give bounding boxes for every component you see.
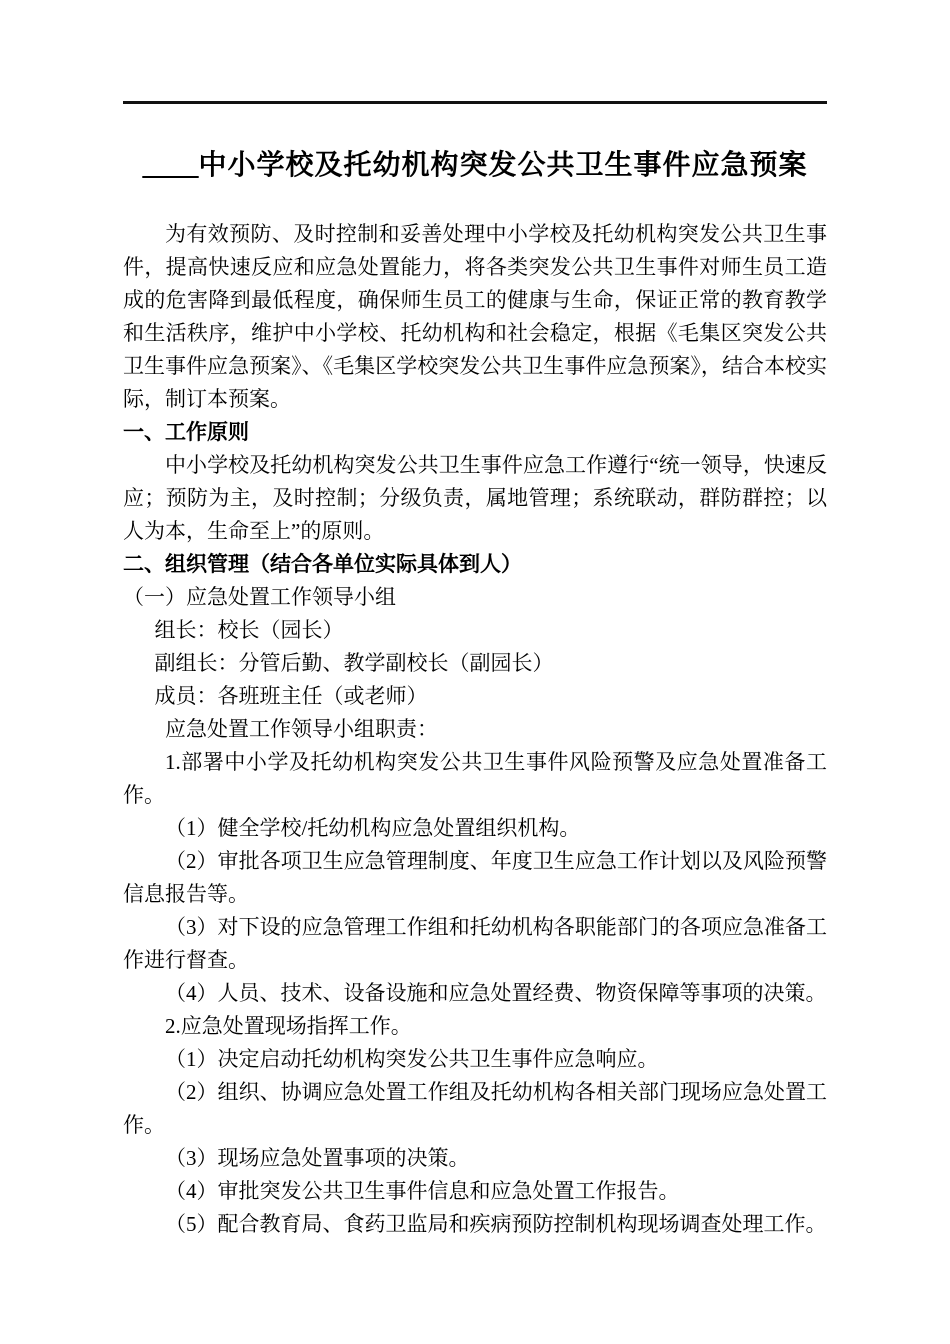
header-rule [123, 101, 827, 104]
paragraph-12: （2）审批各项卫生应急管理制度、年度卫生应急工作计划以及风险预警信息报告等。 [123, 849, 827, 906]
title-blank: ____ [142, 150, 199, 181]
document-body [123, 218, 827, 1241]
paragraph-2: 一、工作原则 [123, 420, 249, 444]
paragraph-1: 为有效预防、及时控制和妥善处理中小学校及托幼机构突发公共卫生事件，提高快速反应和应急处置能力，将各类突发公共卫生事件对师生员工造成的危害降到最低程度，确保师生员工的健康与生命，保证正常的教育教学和生活秩序，维护中小学校、托幼机构和社会稳定，根据《毛集区突发公共卫生事件应急预案》、《毛集区学校突发公共卫生事件应急预案》，结合本校实际，制订本预案。 [123, 222, 827, 411]
document-title [123, 146, 827, 186]
paragraph-4: 二、组织管理（结合各单位实际具体到人） [123, 552, 522, 576]
paragraph-3: 中小学校及托幼机构突发公共卫生事件应急工作遵行“统一领导，快速反应；预防为主，及时控制；分级负责，属地管理；系统联动，群防群控；以人为本，生命至上”的原则。 [123, 453, 827, 543]
paragraph-7: 副组长：分管后勤、教学副校长（副园长） [154, 651, 554, 675]
paragraph-13: （3）对下设的应急管理工作组和托幼机构各职能部门的各项应急准备工作进行督查。 [123, 915, 827, 972]
paragraph-14: （4）人员、技术、设备设施和应急处置经费、物资保障等事项的决策。 [165, 981, 827, 1005]
paragraph-20: （5）配合教育局、食药卫监局和疾病预防控制机构现场调查处理工作。 [165, 1212, 827, 1236]
paragraph-6: 组长：校长（园长） [154, 618, 344, 642]
paragraph-11: （1）健全学校/托幼机构应急处置组织机构。 [165, 816, 581, 840]
paragraph-16: （1）决定启动托幼机构突发公共卫生事件应急响应。 [165, 1047, 659, 1071]
paragraph-9: 应急处置工作领导小组职责： [165, 717, 438, 741]
paragraph-15: 2.应急处置现场指挥工作。 [165, 1014, 412, 1038]
title-text: 中小学校及托幼机构突发公共卫生事件应急预案 [198, 150, 808, 181]
paragraph-17: （2）组织、协调应急处置工作组及托幼机构各相关部门现场应急处置工作。 [123, 1080, 827, 1137]
paragraph-10: 1.部署中小学及托幼机构突发公共卫生事件风险预警及应急处置准备工作。 [123, 750, 827, 807]
paragraph-18: （3）现场应急处置事项的决策。 [165, 1146, 470, 1170]
paragraph-8: 成员：各班班主任（或老师） [154, 684, 428, 708]
paragraph-5: （一）应急处置工作领导小组 [123, 585, 396, 609]
paragraph-19: （4）审批突发公共卫生事件信息和应急处置工作报告。 [165, 1179, 680, 1203]
